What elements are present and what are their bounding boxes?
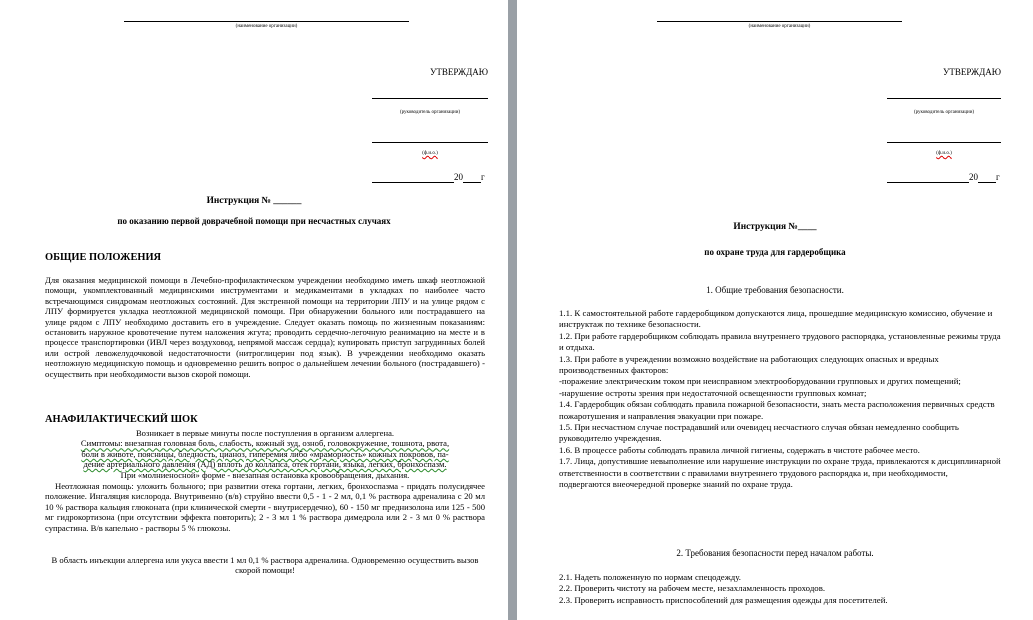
head-caption: (руководитель организации) (913, 110, 975, 115)
head-caption: (руководитель организации) (399, 110, 461, 115)
approve-label: УТВЕРЖДАЮ (942, 67, 1001, 77)
section-heading: ОБЩИЕ ПОЛОЖЕНИЯ (45, 252, 162, 263)
instruction-subtitle: по охране труда для гардеробщика (704, 247, 846, 257)
list-item: 1.7. Лица, допустившие невыполнение или нарушение инструкции по охране труда, привлекаются к дисциплинарной ответственности в соответствии с правилами внутреннего трудового распорядка и, при необходимости, подвергаются внеочередной проверке знаний по охране труда. (559, 456, 1001, 490)
section-before-work: 2. Требования безопасности перед началом работы. (676, 548, 874, 558)
anaphylactic-shock-heading: АНАФИЛАКТИЧЕСКИЙ ШОК (45, 414, 198, 425)
fio-line[interactable] (887, 132, 1001, 143)
list-item: -поражение электрическим током при неисправном электрооборудовании групповых и других помещений; (559, 376, 961, 387)
date-field[interactable]: 20 г (372, 172, 492, 183)
head-signature-line[interactable] (887, 88, 1001, 99)
list-item: 1.6. В процессе работы соблюдать правила личной гигиены, содержать в чистоте рабочее место. (559, 444, 920, 455)
list-item: 1.1. К самостоятельной работе гардеробщиком допускаются лица, прошедшие медицинскую комиссию, обучение и инструктаж по технике безопасности. (559, 308, 993, 330)
list-item: 1.4. Гардеробщик обязан соблюдать правила пожарной безопасности, знать места расположения первичных средств пожаротушения и направления эвакуации при пожаре. (559, 399, 995, 421)
org-name-line[interactable] (657, 6, 902, 22)
org-name-line[interactable] (124, 6, 409, 22)
instruction-title: Инструкция №____ (733, 222, 817, 232)
document-page-left (0, 0, 508, 620)
approve-label: УТВЕРЖДАЮ (429, 67, 488, 77)
head-signature-line[interactable] (372, 88, 488, 99)
instruction-subtitle: по оказанию первой доврачебной помощи при несчастных случаях (117, 216, 391, 226)
list-item: -нарушение остроты зрения при недостаточной освещенности групповых комнат; (559, 387, 867, 398)
fio-caption: (ф.и.о.) (422, 151, 438, 156)
org-name-caption: (наименование организации) (235, 24, 298, 29)
fio-caption: (ф.и.о.) (936, 151, 952, 156)
list-item: 1.2. При работе гардеробщиком соблюдать правила внутреннего трудового распорядка, установленные режимы труда и отдыха. (559, 330, 1001, 353)
list-item: 2.3. Проверить исправность приспособлений для размещения одежды для посетителей. (559, 594, 888, 605)
general-provisions-text: Для оказания медицинской помощи в Лечебно-профилактическом учреждении необходимо иметь шкаф неотложной помощи, укомплектованный медицинскими инструментами и медикаментами в укладках по наиболее часто встречающимся синдромам неотложных состояний. Для экстренной помощи на территории ЛПУ и на улице рядом с ЛПУ формируется укладка неотложной медицинской помощи. При обнаружении больного или пострадавшего на улице рядом с ЛПУ необходимо доставить его в учреждение. Следует оказать помощь по жизненным показаниям: остановить наружное кровотечение путем наложения жгута; проводить сердечно-легочную реанимацию на месте и в процессе транспортировки (ИВЛ через воздуховод, непрямой массаж сердца); купировать приступ загрудинных болей или острой левожелудочковой недостаточности (нитроглицерин под язык). В учреждении необходимо оказать неотложную медицинскую помощь и одновременно решить вопрос о дальнейшем лечении больного (пострадавшего) - осуществить при необходимости вызов скорой помощи. (45, 275, 485, 379)
emergency-treatment-text: Неотложная помощь: уложить больного; при развитии отека гортани, легких, бронхоспазма - придать полусидячее положение. Ингаляция кислорода. Внутривенно (в/в) струйно ввести 0,5 - 1 - 2 мл, 0,1 % раствора адреналина с 20 мл 10 % раствора кальция глюконата (при клинической смерти - внутрисердечно), 60 - 150 мг преднизолона или 125 - 500 мг гидрокортизона (при отсутствии эффекта повторить); 2 - 3 мл 1 % раствора димедрола или 2 - 3 мл 0 % раствора супрастина. В/в капельно - растворы 5 % глюкозы. (45, 481, 485, 533)
instruction-title: Инструкция № ______ (206, 196, 302, 206)
date-field[interactable]: 20 г (887, 172, 1007, 183)
before-work-list (559, 572, 1001, 606)
fio-line[interactable] (372, 132, 488, 143)
list-item: 1.5. При несчастном случае пострадавший или очевидец несчастного случая обязан немедленно сообщить руководителю учреждения. (559, 422, 959, 444)
list-item: 2.1. Надеть положенную по нормам спецодежду. (559, 572, 741, 582)
document-page-right (517, 0, 1033, 620)
list-item: 2.2. Проверить чистоту на рабочем месте, незахламленность проходов. (559, 583, 826, 594)
section-general-requirements: 1. Общие требования безопасности. (706, 285, 844, 295)
injection-text: В область инъекции аллергена или укуса ввести 1 мл 0,1 % раствора адреналина. Одновременно осуществить вызов скорой помощи! (51, 555, 479, 576)
general-requirements-list (559, 308, 1001, 491)
shock-description: Возникает в первые минуты после поступления в организм аллергена. Симптомы: внезапная головная боль, слабость, кожный зуд, озноб, головокружение, тошнота, рвота, боли в животе, поясницы, бледность, цианоз, гиперемия либо «мраморность» кожных покровов, па- дение артериального давления (АД) вплоть до коллапса, отек гортани, языка, легких, бронхоспазм. При «молниеносной» форме - внезапная остановка кровообращения, дыхания. (80, 428, 450, 480)
list-item: 1.3. При работе в учреждении возможно воздействие на работающих следующих опасных и вредных производственных факторов: (559, 353, 939, 376)
org-name-caption: (наименование организации) (748, 24, 811, 29)
